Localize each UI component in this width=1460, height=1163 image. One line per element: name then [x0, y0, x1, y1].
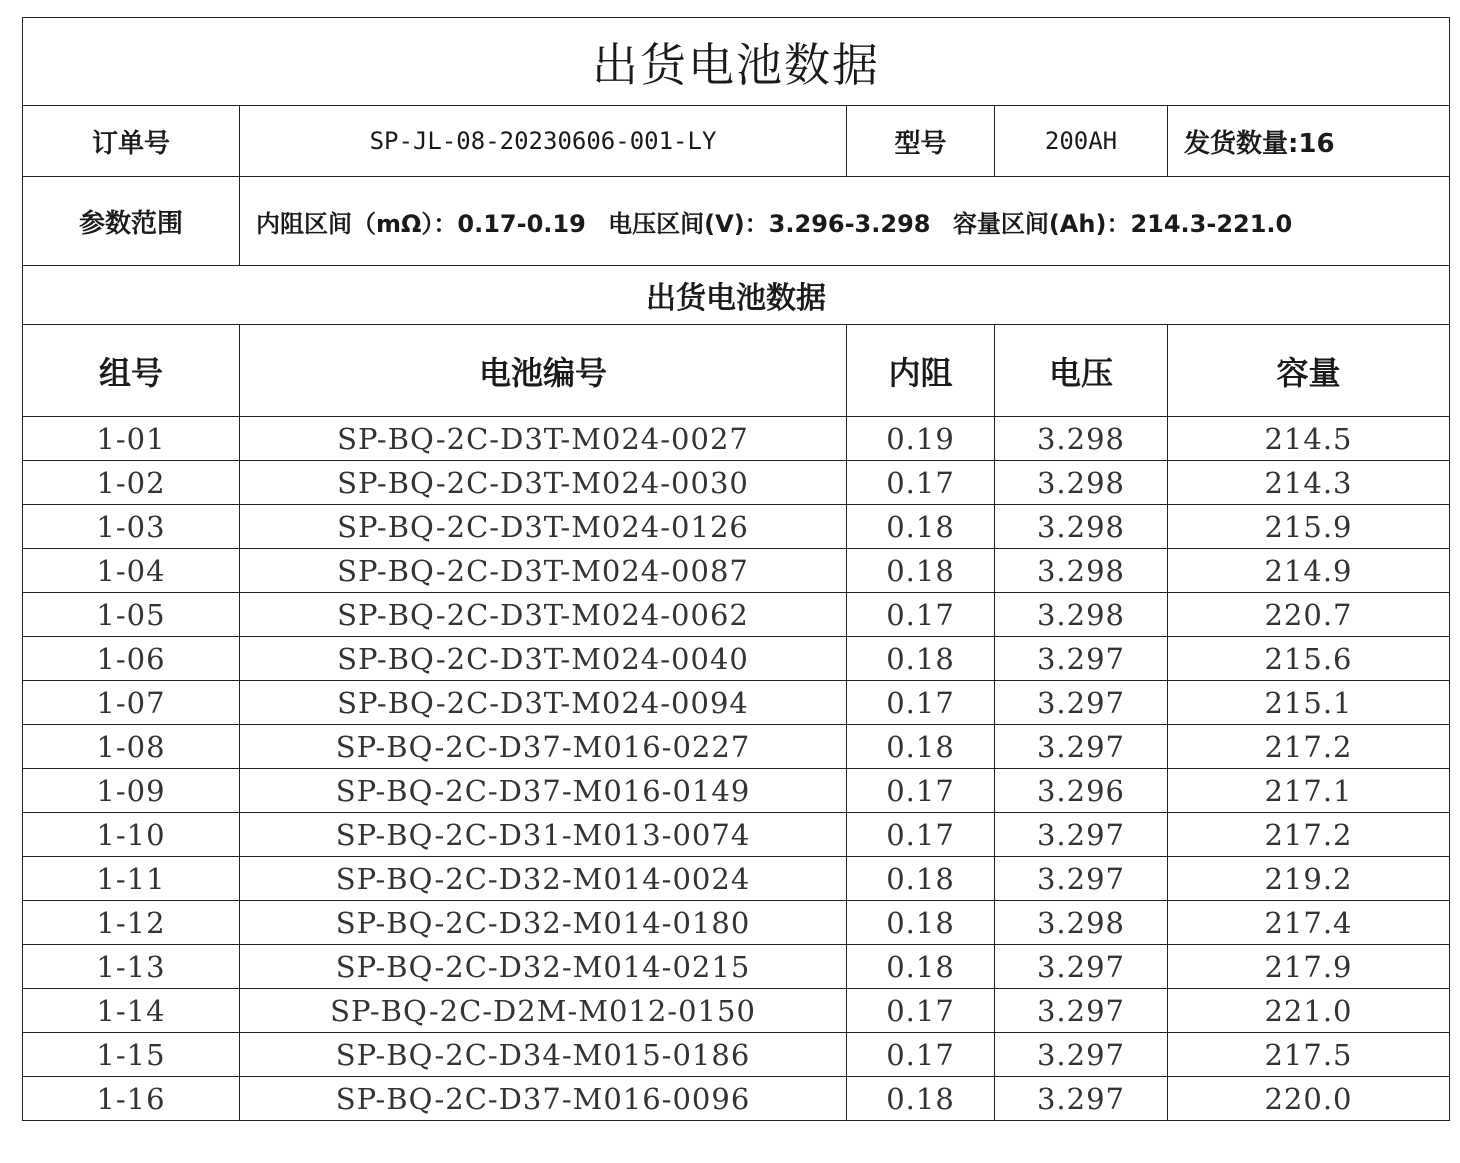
group-number-cell: 1-13 — [23, 945, 240, 989]
battery-id-cell: SP-BQ-2C-D3T-M024-0040 — [240, 637, 847, 681]
table-row — [23, 681, 1450, 725]
table-row — [23, 637, 1450, 681]
capacity-cell: 220.0 — [1168, 1077, 1450, 1121]
voltage-cell: 3.298 — [995, 549, 1168, 593]
table-body — [23, 18, 1450, 1121]
resistance-cell: 0.17 — [847, 461, 995, 505]
capacity-cell: 215.6 — [1168, 637, 1450, 681]
capacity-cell: 214.9 — [1168, 549, 1450, 593]
voltage-cell: 3.296 — [995, 769, 1168, 813]
table-row — [23, 945, 1450, 989]
battery-shipment-table — [22, 17, 1450, 1121]
battery-id-cell: SP-BQ-2C-D3T-M024-0087 — [240, 549, 847, 593]
table-row — [23, 505, 1450, 549]
table-row — [23, 417, 1450, 461]
title-row — [23, 18, 1450, 106]
capacity-cell: 221.0 — [1168, 989, 1450, 1033]
resistance-cell: 0.18 — [847, 945, 995, 989]
table-row — [23, 1033, 1450, 1077]
shipment-quantity: 发货数量:16 — [1168, 106, 1450, 177]
group-number-cell: 1-01 — [23, 417, 240, 461]
battery-id-cell: SP-BQ-2C-D3T-M024-0027 — [240, 417, 847, 461]
voltage-cell: 3.297 — [995, 637, 1168, 681]
voltage-cell: 3.298 — [995, 417, 1168, 461]
resistance-cell: 0.17 — [847, 769, 995, 813]
voltage-cell: 3.297 — [995, 725, 1168, 769]
battery-id-cell: SP-BQ-2C-D3T-M024-0030 — [240, 461, 847, 505]
resistance-cell: 0.18 — [847, 505, 995, 549]
resistance-cell: 0.18 — [847, 901, 995, 945]
group-number-cell: 1-11 — [23, 857, 240, 901]
battery-id-cell: SP-BQ-2C-D32-M014-0024 — [240, 857, 847, 901]
group-number-cell: 1-03 — [23, 505, 240, 549]
model-label: 型号 — [847, 106, 995, 177]
column-header-voltage: 电压 — [995, 325, 1168, 417]
page-title: 出货电池数据 — [23, 18, 1450, 106]
voltage-cell: 3.298 — [995, 461, 1168, 505]
column-header-battery-id: 电池编号 — [240, 325, 847, 417]
voltage-cell: 3.297 — [995, 1033, 1168, 1077]
voltage-cell: 3.297 — [995, 989, 1168, 1033]
resistance-cell: 0.18 — [847, 725, 995, 769]
voltage-cell: 3.297 — [995, 813, 1168, 857]
voltage-cell: 3.298 — [995, 505, 1168, 549]
resistance-cell: 0.17 — [847, 989, 995, 1033]
group-number-cell: 1-10 — [23, 813, 240, 857]
voltage-cell: 3.297 — [995, 681, 1168, 725]
resistance-cell: 0.18 — [847, 637, 995, 681]
group-number-cell: 1-12 — [23, 901, 240, 945]
capacity-cell: 220.7 — [1168, 593, 1450, 637]
capacity-cell: 217.2 — [1168, 813, 1450, 857]
group-number-cell: 1-04 — [23, 549, 240, 593]
table-row — [23, 901, 1450, 945]
voltage-cell: 3.297 — [995, 1077, 1168, 1121]
battery-id-cell: SP-BQ-2C-D34-M015-0186 — [240, 1033, 847, 1077]
group-number-cell: 1-08 — [23, 725, 240, 769]
group-number-cell: 1-06 — [23, 637, 240, 681]
resistance-cell: 0.18 — [847, 549, 995, 593]
voltage-range: 电压区间(V)：3.296-3.298 — [608, 209, 931, 238]
group-number-cell: 1-14 — [23, 989, 240, 1033]
resistance-range: 内阻区间（mΩ）：0.17-0.19 — [256, 209, 586, 238]
battery-id-cell: SP-BQ-2C-D37-M016-0227 — [240, 725, 847, 769]
resistance-cell: 0.17 — [847, 813, 995, 857]
voltage-cell: 3.298 — [995, 901, 1168, 945]
group-number-cell: 1-09 — [23, 769, 240, 813]
capacity-cell: 217.4 — [1168, 901, 1450, 945]
column-header-row — [23, 325, 1450, 417]
column-header-capacity: 容量 — [1168, 325, 1450, 417]
capacity-cell: 217.5 — [1168, 1033, 1450, 1077]
group-number-cell: 1-15 — [23, 1033, 240, 1077]
resistance-cell: 0.18 — [847, 857, 995, 901]
resistance-cell: 0.19 — [847, 417, 995, 461]
group-number-cell: 1-16 — [23, 1077, 240, 1121]
table-row — [23, 1077, 1450, 1121]
group-number-cell: 1-07 — [23, 681, 240, 725]
battery-id-cell: SP-BQ-2C-D2M-M012-0150 — [240, 989, 847, 1033]
parameter-range-label: 参数范围 — [23, 177, 240, 266]
parameter-row — [23, 177, 1450, 266]
group-number-cell: 1-02 — [23, 461, 240, 505]
table-row — [23, 549, 1450, 593]
resistance-cell: 0.17 — [847, 681, 995, 725]
resistance-cell: 0.18 — [847, 1077, 995, 1121]
battery-id-cell: SP-BQ-2C-D3T-M024-0062 — [240, 593, 847, 637]
table-row — [23, 989, 1450, 1033]
battery-id-cell: SP-BQ-2C-D32-M014-0215 — [240, 945, 847, 989]
voltage-cell: 3.297 — [995, 857, 1168, 901]
order-row — [23, 106, 1450, 177]
subtitle-row — [23, 266, 1450, 325]
capacity-cell: 219.2 — [1168, 857, 1450, 901]
capacity-range: 容量区间(Ah)：214.3-221.0 — [952, 209, 1293, 238]
voltage-cell: 3.298 — [995, 593, 1168, 637]
model-value: 200AH — [995, 106, 1168, 177]
column-header-resistance: 内阻 — [847, 325, 995, 417]
column-header-group: 组号 — [23, 325, 240, 417]
resistance-cell: 0.17 — [847, 593, 995, 637]
table-row — [23, 769, 1450, 813]
table-row — [23, 461, 1450, 505]
order-number-label: 订单号 — [23, 106, 240, 177]
capacity-cell: 214.5 — [1168, 417, 1450, 461]
battery-id-cell: SP-BQ-2C-D32-M014-0180 — [240, 901, 847, 945]
capacity-cell: 215.9 — [1168, 505, 1450, 549]
voltage-cell: 3.297 — [995, 945, 1168, 989]
capacity-cell: 217.1 — [1168, 769, 1450, 813]
table-row — [23, 725, 1450, 769]
table-row — [23, 813, 1450, 857]
battery-id-cell: SP-BQ-2C-D3T-M024-0094 — [240, 681, 847, 725]
capacity-cell: 217.2 — [1168, 725, 1450, 769]
capacity-cell: 215.1 — [1168, 681, 1450, 725]
table-row — [23, 593, 1450, 637]
battery-id-cell: SP-BQ-2C-D31-M013-0074 — [240, 813, 847, 857]
battery-id-cell: SP-BQ-2C-D3T-M024-0126 — [240, 505, 847, 549]
battery-id-cell: SP-BQ-2C-D37-M016-0149 — [240, 769, 847, 813]
table-row — [23, 857, 1450, 901]
capacity-cell: 217.9 — [1168, 945, 1450, 989]
table-subtitle: 出货电池数据 — [23, 266, 1450, 325]
capacity-cell: 214.3 — [1168, 461, 1450, 505]
order-number-value: SP-JL-08-20230606-001-LY — [240, 106, 847, 177]
group-number-cell: 1-05 — [23, 593, 240, 637]
battery-id-cell: SP-BQ-2C-D37-M016-0096 — [240, 1077, 847, 1121]
resistance-cell: 0.17 — [847, 1033, 995, 1077]
parameter-range-value — [240, 177, 1450, 266]
